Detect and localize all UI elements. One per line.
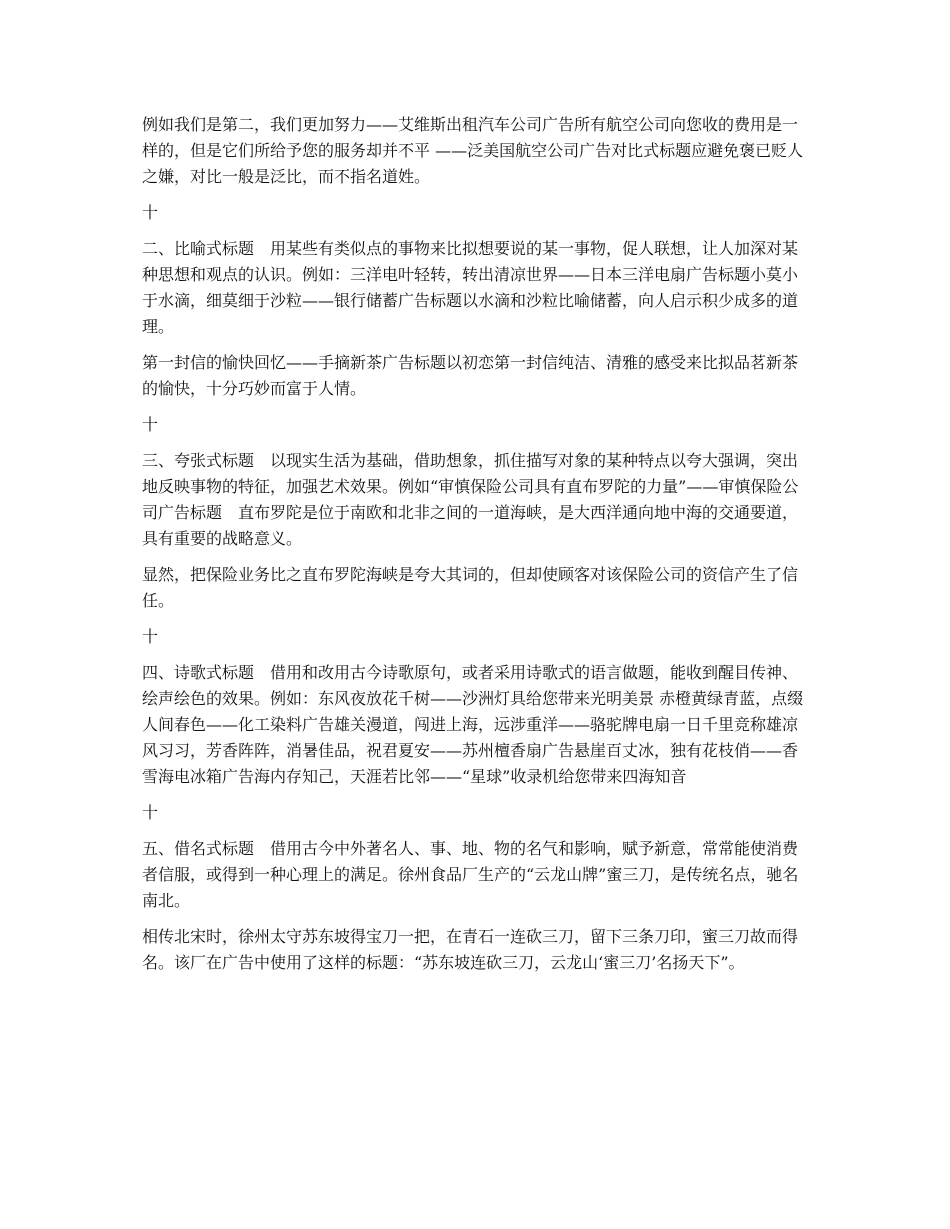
section-separator: 十: [142, 415, 159, 434]
paragraph-exaggeration-title: 三、夸张式标题 以现实生活为基础，借助想象，抓住描写对象的某种特点以夸大强调，突出地反映事物的特征，加强艺术效果。例如“审慎保险公司具有直布罗陀的力量”——审慎保险公司广告标题 直布罗陀是位于南欧和北非之间的一道海峡，是大西洋通向地中海的交通要道，具有重要的战略意义。: [142, 451, 799, 548]
document-page: [142, 112, 812, 986]
section-separator: 十: [142, 203, 159, 222]
section-separator: 十: [142, 627, 159, 646]
paragraph-insurance-trust: 显然，把保险业务比之直布罗陀海峡是夸大其词的，但却使顾客对该保险公司的资信产生了信任。: [142, 565, 799, 610]
paragraph-borrowed-name-title: 五、借名式标题 借用古今中外著名人、事、地、物的名气和影响，赋予新意，常常能使消费者信服，或得到一种心理上的满足。徐州食品厂生产的“云龙山牌”蜜三刀，是传统名点，驰名南北。: [142, 839, 799, 910]
paragraph-comparison-examples: 例如我们是第二，我们更加努力——艾维斯出租汽车公司广告所有航空公司向您收的费用是一样的，但是它们所给予您的服务却并不平 ——泛美国航空公司广告对比式标题应避免褒已贬人之嫌，对比一般是泛比，而不指名道姓。: [142, 115, 804, 186]
paragraph-su-dongpo-legend: 相传北宋时，徐州太守苏东坡得宝刀一把，在青石一连砍三刀，留下三条刀印，蜜三刀故而得名。该厂在广告中使用了这样的标题：“苏东坡连砍三刀，云龙山‘蜜三刀’名扬天下”。: [142, 927, 799, 972]
paragraph-first-letter: 第一封信的愉快回忆——手摘新茶广告标题以初恋第一封信纯洁、清雅的感受来比拟品茗新茶的愉快，十分巧妙而富于人情。: [142, 353, 799, 398]
paragraph-poetry-title: 四、诗歌式标题 借用和改用古今诗歌原句，或者采用诗歌式的语言做题，能收到醒目传神、绘声绘色的效果。例如：东风夜放花千树——沙洲灯具给您带来光明美景 赤橙黄绿青蓝，点缀人间春色——化工染料广告雄关漫道，闯进上海，远涉重洋——骆驼牌电扇一日千里竞称雄凉风习习，芳香阵阵，消暑佳品，祝君夏安——苏州檀香扇广告悬崖百丈冰，独有花枝俏——香雪海电冰箱广告海内存知己，天涯若比邻——“星球”收录机给您带来四海知音: [142, 663, 804, 786]
section-separator: 十: [142, 803, 159, 822]
paragraph-metaphor-title: 二、比喻式标题 用某些有类似点的事物来比拟想要说的某一事物，促人联想，让人加深对某种思想和观点的认识。例如：三洋电叶轻转，转出清凉世界——日本三洋电扇广告标题小莫小于水滴，细莫细于沙粒——银行储蓄广告标题以水滴和沙粒比喻储蓄，向人启示积少成多的道理。: [142, 239, 799, 336]
